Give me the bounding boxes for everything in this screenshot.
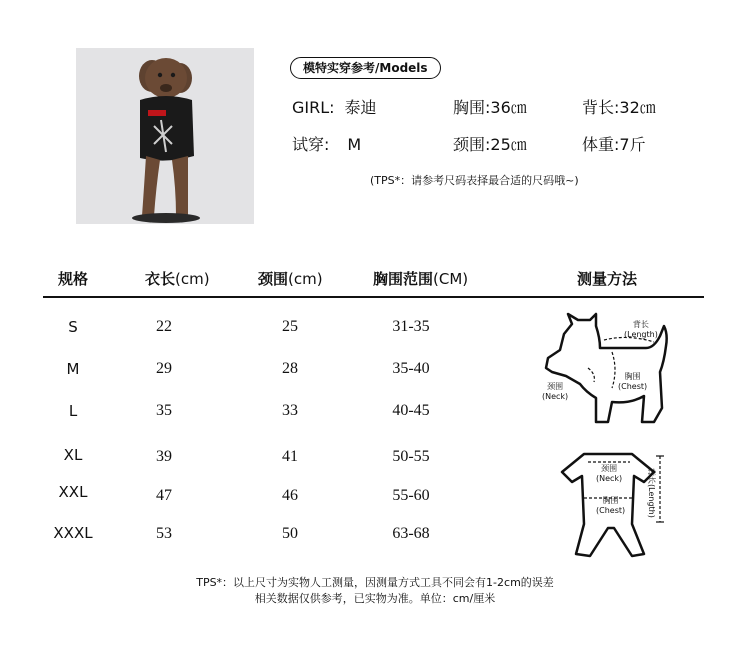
header-chest — [373, 268, 468, 289]
garment-neck-label — [596, 464, 622, 484]
footer-note-line1: TPS*：以上尺寸为实物人工测量，因测量方式工具不同会有1-2cm的误差 — [196, 576, 554, 589]
dog-length-label — [624, 320, 658, 340]
dog-chest-label — [618, 372, 647, 392]
model-chest — [453, 95, 527, 118]
row-size: M — [66, 360, 80, 378]
model-breed — [292, 95, 377, 118]
garment-neck-en: (Neck) — [596, 474, 623, 483]
row-chest: 63-68 — [392, 525, 430, 542]
garment-length-label — [646, 468, 656, 518]
row-length: 53 — [156, 525, 172, 542]
row-size: XXXL — [53, 524, 93, 542]
garment-chest-label — [596, 496, 625, 516]
dog-chest-cn: 胸围 — [624, 372, 641, 381]
header-rule — [43, 296, 704, 298]
row-length: 39 — [156, 448, 172, 465]
weight-value: 7斤 — [619, 135, 646, 154]
garment-measure-diagram — [548, 450, 688, 558]
row-chest: 40-45 — [392, 402, 430, 419]
header-chest-label: 胸围范围 — [373, 270, 434, 288]
row-neck: 33 — [282, 402, 298, 419]
row-chest: 50-55 — [392, 448, 430, 465]
girl-label: GIRL: — [292, 98, 335, 117]
garment-length-cn: 背长 — [647, 468, 656, 484]
header-length-unit: (cm) — [175, 270, 210, 288]
dog-chest-en: (Chest) — [618, 382, 648, 391]
footer-note-line2: 相关数据仅供参考，已实物为准。单位：cm/厘米 — [254, 592, 496, 605]
header-neck-unit: (cm) — [288, 270, 323, 288]
row-chest: 31-35 — [392, 318, 430, 335]
row-chest: 55-60 — [392, 487, 430, 504]
length-label: 背长: — [582, 98, 620, 117]
row-neck: 41 — [282, 448, 298, 465]
dog-neck-en: (Neck) — [542, 392, 569, 401]
chest-value: 36㎝ — [490, 98, 527, 117]
row-length: 22 — [156, 318, 172, 335]
row-length: 35 — [156, 402, 172, 419]
row-neck: 46 — [282, 487, 298, 504]
garment-chest-en: (Chest) — [596, 506, 626, 515]
row-size: XXL — [58, 483, 88, 501]
models-badge: 模特实穿参考/Models — [290, 57, 441, 79]
row-length: 47 — [156, 487, 172, 504]
garment-chest-cn: 胸围 — [602, 496, 619, 505]
garment-length-en: (Length) — [647, 484, 656, 518]
chest-label: 胸围: — [453, 98, 491, 117]
girl-value: 泰迪 — [344, 98, 377, 117]
row-chest: 35-40 — [392, 360, 430, 377]
try-label: 试穿: — [292, 135, 330, 154]
neck-label: 颈围: — [453, 135, 491, 154]
dog-neck-label — [542, 382, 568, 402]
row-neck: 50 — [282, 525, 298, 542]
garment-neck-cn: 颈围 — [601, 464, 618, 473]
dog-length-en: (Length) — [624, 330, 658, 339]
row-size: L — [68, 402, 78, 420]
header-length-label: 衣长 — [145, 270, 176, 288]
header-neck-label: 颈围 — [258, 270, 289, 288]
dog-neck-cn: 颈围 — [547, 382, 564, 391]
model-try-size — [292, 132, 361, 155]
header-chest-unit: (CM) — [433, 270, 469, 288]
dog-in-shirt-image — [76, 48, 254, 224]
row-size: S — [68, 318, 78, 336]
model-weight — [582, 132, 646, 155]
row-length: 29 — [156, 360, 172, 377]
header-length — [145, 268, 210, 289]
model-photo — [76, 48, 254, 224]
length-value: 32㎝ — [619, 98, 656, 117]
model-neck — [453, 132, 527, 155]
weight-label: 体重: — [582, 135, 620, 154]
model-length — [582, 95, 656, 118]
model-tip: (TPS*：请参考尺码表择最合适的尺码哦~) — [370, 174, 579, 187]
header-size: 规格 — [58, 270, 89, 288]
neck-value: 25㎝ — [490, 135, 527, 154]
dog-measure-diagram — [538, 312, 690, 430]
try-value: M — [347, 135, 362, 154]
row-neck: 25 — [282, 318, 298, 335]
header-method: 测量方法 — [577, 270, 638, 288]
row-neck: 28 — [282, 360, 298, 377]
row-size: XL — [63, 446, 83, 464]
header-neck — [258, 268, 323, 289]
dog-outline-icon — [538, 312, 690, 430]
dog-length-cn: 背长 — [632, 320, 649, 329]
